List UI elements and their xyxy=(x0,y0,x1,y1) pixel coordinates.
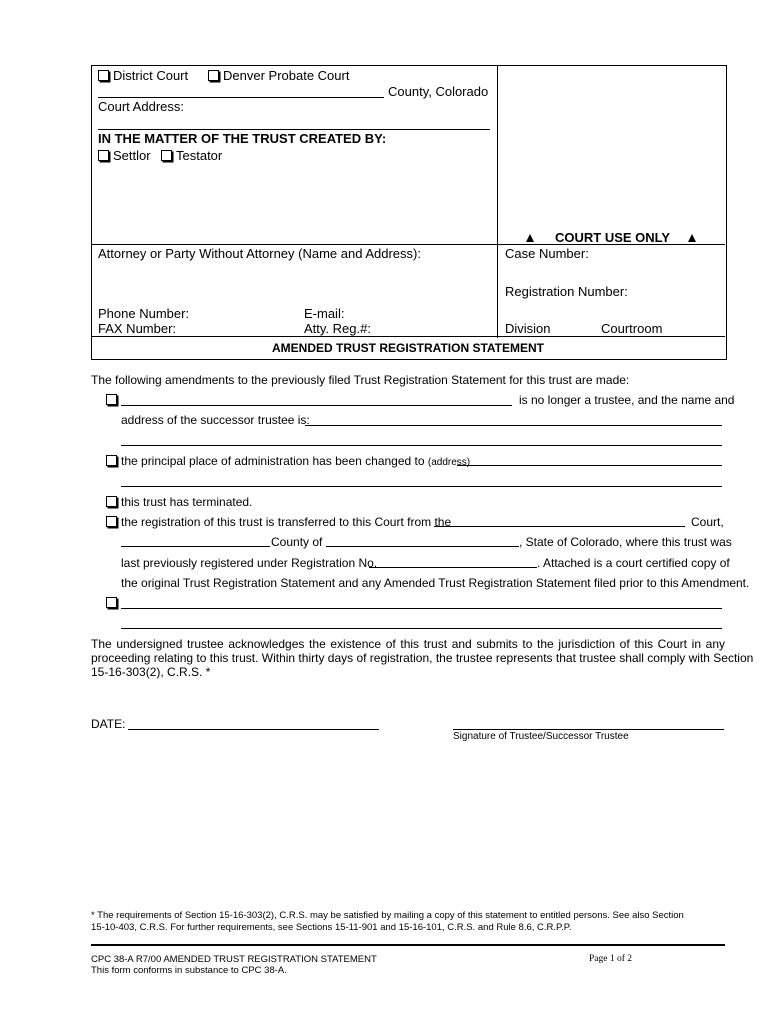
fax-label: FAX Number: xyxy=(98,321,177,336)
form-id: CPC 38-A R7/00 AMENDED TRUST REGISTRATION STATEMENT xyxy=(91,954,377,965)
other-field[interactable] xyxy=(121,608,722,609)
denver-probate-court-option[interactable]: Denver Probate Court xyxy=(208,68,349,83)
email-label: E-mail: xyxy=(304,306,345,321)
former-trustee-field[interactable] xyxy=(121,405,512,406)
registration-number-label: Registration Number: xyxy=(505,284,628,299)
item1-checkbox[interactable] xyxy=(106,394,117,405)
footnote-line2: 15-10-403, C.R.S. For further requirements, see Sections 15-11-901 and 15-16-101, C.R.S. and Rule 8.6, C.R.P.P. xyxy=(91,922,572,933)
district-court-checkbox[interactable] xyxy=(98,70,109,81)
item4-option[interactable]: the registration of this trust is transferred to this Court from the xyxy=(106,515,451,529)
court-use-only-label: COURT USE ONLY xyxy=(555,230,671,245)
up-arrow-icon xyxy=(688,234,696,242)
item5-checkbox[interactable] xyxy=(106,597,117,608)
ack-line3: 15-16-303(2), C.R.S. * xyxy=(91,665,211,679)
district-court-option[interactable]: District Court xyxy=(98,68,188,83)
item4-line4: the original Trust Registration Statement and any Amended Trust Registration Statement filed prior to this Amendment. xyxy=(121,576,750,590)
page-number: Page 1 of 2 xyxy=(589,954,633,964)
section-divider xyxy=(91,336,725,337)
settlor-option[interactable]: Settlor xyxy=(98,148,151,163)
court-suffix: Court, xyxy=(691,515,724,529)
conforms-note: This form conforms in substance to CPC 38-A. xyxy=(91,965,287,976)
county-of-label: County of xyxy=(271,535,323,549)
prior-court-name-field[interactable] xyxy=(121,546,270,547)
division-label: Division xyxy=(505,321,551,336)
ack-line1: The undersigned trustee acknowledges the existence of this trust and submits to the jurisdiction of this Court in any xyxy=(91,637,725,651)
county-field[interactable] xyxy=(98,97,384,98)
item3-option[interactable]: this trust has terminated. xyxy=(106,495,252,509)
attached-text: . Attached is a court certified copy of xyxy=(537,556,730,570)
matter-title: IN THE MATTER OF THE TRUST CREATED BY: xyxy=(98,131,387,146)
new-address-field[interactable] xyxy=(457,465,722,466)
state-text: , State of Colorado, where this trust was xyxy=(519,535,732,549)
settlor-checkbox[interactable] xyxy=(98,150,109,161)
item1-line2: address of the successor trustee is: xyxy=(121,413,310,427)
court-address-label: Court Address: xyxy=(98,99,184,114)
intro-text: The following amendments to the previously filed Trust Registration Statement for this trust are made: xyxy=(91,373,630,387)
prior-court-field[interactable] xyxy=(434,526,685,527)
ack-line2: proceeding relating to this trust. Within thirty days of registration, the trustee represents that trustee shall comply with Section xyxy=(91,651,754,665)
item2-checkbox[interactable] xyxy=(106,455,117,466)
prior-county-field[interactable] xyxy=(326,546,519,547)
item2-option[interactable]: the principal place of administration has been changed to (address) xyxy=(106,454,470,468)
prior-registration-field[interactable] xyxy=(369,567,537,568)
caption-divider xyxy=(497,65,498,338)
court-address-field[interactable] xyxy=(98,129,490,130)
item4-checkbox[interactable] xyxy=(106,516,117,527)
footnote-line1: * The requirements of Section 15-16-303(2), C.R.S. may be satisfied by mailing a copy of this statement to entitled persons. See also Section xyxy=(91,910,684,921)
new-address-field-2[interactable] xyxy=(121,486,722,487)
up-arrow-icon xyxy=(526,234,534,242)
item1-suffix: is no longer a trustee, and the name and xyxy=(519,393,735,407)
date-field[interactable] xyxy=(128,729,379,730)
case-number-label: Case Number: xyxy=(505,246,589,261)
item3-checkbox[interactable] xyxy=(106,496,117,507)
attorney-label: Attorney or Party Without Attorney (Name and Address): xyxy=(98,246,421,261)
signature-label: Signature of Trustee/Successor Trustee xyxy=(453,731,629,742)
date-label: DATE: xyxy=(91,717,126,731)
signature-field[interactable] xyxy=(453,729,724,730)
county-colorado-label: County, Colorado xyxy=(388,84,489,99)
footer-rule xyxy=(91,944,725,946)
testator-checkbox[interactable] xyxy=(161,150,172,161)
phone-label: Phone Number: xyxy=(98,306,190,321)
successor-address-field[interactable] xyxy=(121,445,722,446)
denver-probate-checkbox[interactable] xyxy=(208,70,219,81)
prior-registration-label: last previously registered under Registration No. xyxy=(121,556,378,570)
atty-reg-label: Atty. Reg.#: xyxy=(304,321,371,336)
courtroom-label: Courtroom xyxy=(601,321,663,336)
testator-option[interactable]: Testator xyxy=(161,148,222,163)
form-title: AMENDED TRUST REGISTRATION STATEMENT xyxy=(272,341,544,355)
successor-trustee-field[interactable] xyxy=(305,425,722,426)
other-field-2[interactable] xyxy=(121,628,722,629)
